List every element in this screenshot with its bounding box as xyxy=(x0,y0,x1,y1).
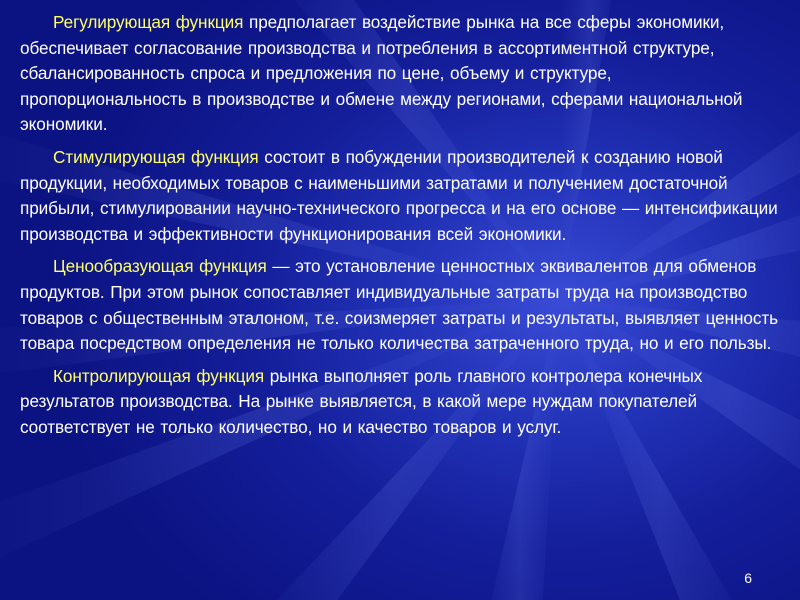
paragraph-stimulating xyxy=(20,145,780,247)
paragraph-text: рынка выполняет роль главного контролера конечных результатов производства. На рынке выявляется, в какой мере нуждам покупателей соответствует не только количество, но и качество товаров и услуг. xyxy=(20,365,703,437)
term-stimulating: Стимулирующая функция xyxy=(53,146,259,167)
paragraph-text: — это установление ценностных эквивалентов для обменов продуктов. При этом рынок сопоставляет индивидуальные затраты труда на производство товаров с общественным эталоном, т.е. соизмеряет затраты и результаты, выявляет ценность товара посредством определения не только количества затраченного труда, но и его пользы. xyxy=(20,256,778,354)
paragraph-text: предполагает воздействие рынка на все сферы экономики, обеспечивает согласование производства и потребления в ассортиментной структуре, сбалансированность спроса и предложения по цене, объему и структуре, пропорциональность в производстве и обмене между регионами, сферами национальной экономики. xyxy=(20,12,743,135)
slide-content xyxy=(20,10,780,441)
paragraph-text: состоит в побуждении производителей к созданию новой продукции, необходимых товаров с наименьшими затратами и получением достаточной прибыли, стимулировании научно-технического прогресса и на его основе — интенсификации производства и эффективности функционирования всей экономики. xyxy=(20,146,778,244)
paragraph-pricing xyxy=(20,254,780,356)
paragraph-regulating xyxy=(20,10,780,138)
term-controlling: Контролирующая функция xyxy=(53,365,265,386)
term-regulating: Регулирующая функция xyxy=(53,12,244,32)
term-pricing: Ценообразующая функция xyxy=(53,256,267,277)
paragraph-controlling xyxy=(20,364,780,441)
page-number: 6 xyxy=(744,570,752,586)
